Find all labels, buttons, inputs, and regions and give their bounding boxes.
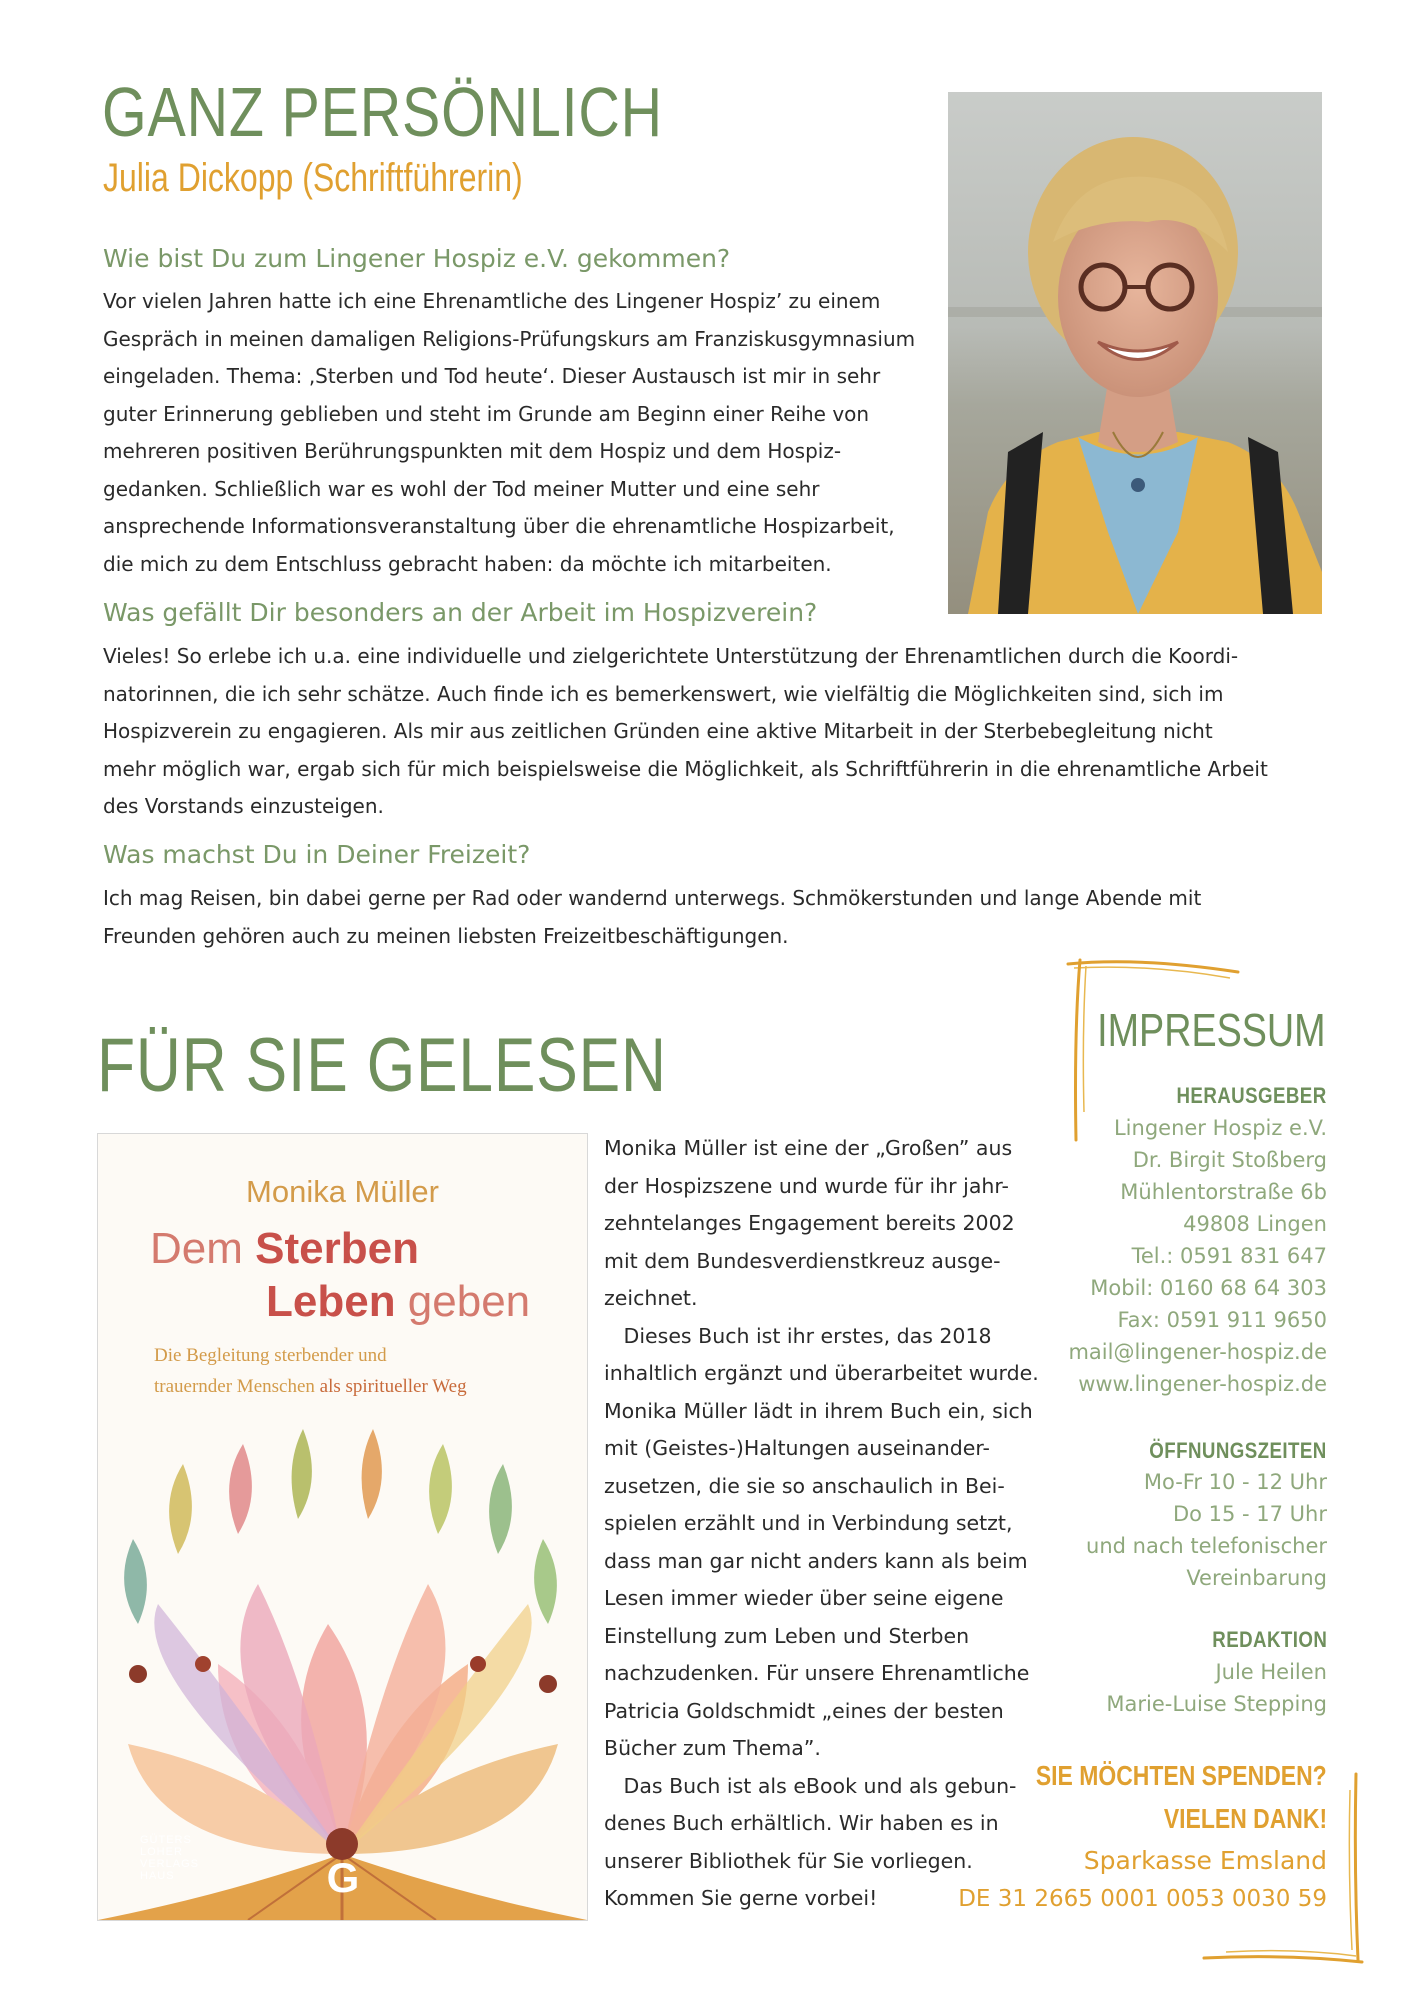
person-subtitle: Julia Dickopp (Schriftführerin) xyxy=(103,156,523,200)
review-line: Dieses Buch ist ihr erstes, das 2018 xyxy=(604,1323,992,1348)
redaktion-block xyxy=(1106,1656,1327,1720)
review-line: spielen erzählt und in Verbindung setzt, xyxy=(604,1511,1013,1535)
answer-2-line: Vieles! So erlebe ich u.a. eine individuelle und zielgerichtete Unterstützung der Ehrenamtlichen durch die Koordi- xyxy=(103,644,1239,668)
opening-hours-line: Mo-Fr 10 - 12 Uhr xyxy=(1143,1470,1327,1494)
opening-hours-line: Vereinbarung xyxy=(1186,1566,1327,1590)
book-author: Monika Müller xyxy=(246,1174,439,1209)
answer-1-line: ansprechende Informationsveranstaltung über die ehrenamtliche Hospizarbeit, xyxy=(103,514,895,538)
review-line: dass man gar nicht anders kann als beim xyxy=(604,1548,1028,1573)
answer-1-line: Gespräch in meinen damaligen Religions-Prüfungskurs am Franziskusgymnasium xyxy=(103,326,916,351)
redaktion-label: REDAKTION xyxy=(1212,1627,1327,1652)
review-line: Patricia Goldschmidt „eines der besten xyxy=(604,1698,1004,1723)
book-title-word: Leben xyxy=(266,1277,408,1326)
bank-name: Sparkasse Emsland xyxy=(1083,1846,1327,1875)
book-subtitle-word: trauernder Menschen xyxy=(154,1376,320,1397)
publisher-line: GÜTERS xyxy=(140,1834,192,1846)
answer-1 xyxy=(103,283,953,583)
answer-1-line: eingeladen. Thema: ‚Sterben und Tod heute‘. Dieser Austausch ist mir in sehr xyxy=(103,364,881,388)
review-line: mit (Geistes-)Haltungen auseinander- xyxy=(604,1436,990,1460)
book-review xyxy=(604,1130,1044,1918)
mobile-number: Mobil: 0160 68 64 303 xyxy=(1090,1276,1327,1300)
book-cover xyxy=(97,1133,588,1921)
publisher-wordmark xyxy=(140,1834,199,1882)
opening-hours-line: Do 15 - 17 Uhr xyxy=(1172,1502,1327,1526)
review-line: Das Buch ist als eBook und als gebun- xyxy=(604,1773,1017,1798)
answer-1-line: gedanken. Schließlich war es wohl der Tod meiner Mutter und eine sehr xyxy=(103,476,820,501)
review-line: Bücher zum Thema”. xyxy=(604,1736,821,1760)
review-line: mit dem Bundesverdienstkreuz ausge- xyxy=(604,1248,1001,1273)
review-line: zeichnet. xyxy=(604,1286,698,1310)
book-title-line-2 xyxy=(266,1277,530,1327)
iban: DE 31 2665 0001 0053 0030 59 xyxy=(958,1886,1327,1912)
book-title-word: Dem xyxy=(150,1224,256,1273)
section-title-ganz-persoenlich: GANZ PERSÖNLICH xyxy=(102,73,663,151)
herausgeber-line: Dr. Birgit Stoßberg xyxy=(1132,1148,1327,1172)
publisher-line: HAUS xyxy=(140,1870,175,1882)
answer-1-line: die mich zu dem Entschluss gebracht haben: da möchte ich mitarbeiten. xyxy=(103,551,832,576)
publisher-logo-icon: G xyxy=(326,1854,360,1901)
review-line: Monika Müller lädt in ihrem Buch ein, sich xyxy=(604,1398,1033,1423)
website-link[interactable]: www.lingener-hospiz.de xyxy=(1078,1372,1327,1396)
herausgeber-block xyxy=(1068,1112,1327,1400)
answer-2-line: Hospizverein zu engagieren. Als mir aus zeitlichen Gründen eine aktive Mitarbeit in der Sterbebegleitung nicht xyxy=(103,719,1213,743)
answer-2-line: natorinnen, die ich sehr schätze. Auch finde ich es bemerkenswert, wie vielfältig die Möglichkeiten sind, sich im xyxy=(103,681,1224,706)
herausgeber-label: HERAUSGEBER xyxy=(1176,1083,1327,1108)
answer-2-line: des Vorstands einzusteigen. xyxy=(103,794,384,818)
book-subtitle-word: als spiritueller Weg xyxy=(319,1376,467,1397)
herausgeber-line: Mühlentorstraße 6b xyxy=(1120,1180,1327,1204)
herausgeber-line: 49808 Lingen xyxy=(1183,1212,1327,1236)
book-subtitle-line xyxy=(154,1371,467,1402)
donation-heading-1: SIE MÖCHTEN SPENDEN? xyxy=(1036,1760,1327,1791)
review-line: Lesen immer wieder über seine eigene xyxy=(604,1586,1004,1610)
book-title-line-1 xyxy=(150,1224,419,1274)
review-line: der Hospizszene und wurde für ihr jahr- xyxy=(604,1173,1009,1198)
oeffnungszeiten-label: ÖFFNUNGSZEITEN xyxy=(1149,1438,1327,1463)
review-line: inhaltlich ergänzt und überarbeitet wurde. xyxy=(604,1361,1039,1385)
phone-number: Tel.: 0591 831 647 xyxy=(1131,1244,1327,1268)
publisher-line: LOHER xyxy=(140,1846,183,1858)
answer-1-line: Vor vielen Jahren hatte ich eine Ehrenamtliche des Lingener Hospiz’ zu einem xyxy=(103,289,881,313)
answer-3 xyxy=(103,880,1333,955)
review-line: Monika Müller ist eine der „Großen” aus xyxy=(604,1136,1013,1160)
book-subtitle xyxy=(154,1340,467,1402)
herausgeber-line: Lingener Hospiz e.V. xyxy=(1113,1116,1327,1140)
oeffnungszeiten-block xyxy=(1086,1466,1327,1594)
review-line: zusetzen, die sie so anschaulich in Bei- xyxy=(604,1473,1005,1498)
answer-3-line: Freunden gehören auch zu meinen liebsten Freizeitbeschäftigungen. xyxy=(103,923,789,948)
answer-1-line: guter Erinnerung geblieben und steht im Grunde am Beginn einer Reihe von xyxy=(103,401,870,426)
book-title-word: geben xyxy=(407,1277,531,1326)
opening-hours-line: und nach telefonischer xyxy=(1086,1534,1327,1558)
review-line: denes Buch erhältlich. Wir haben es in xyxy=(604,1811,999,1835)
question-2: Was gefällt Dir besonders an der Arbeit im Hospizverein? xyxy=(103,598,818,627)
book-title-word: Sterben xyxy=(255,1224,419,1273)
review-line: Kommen Sie gerne vorbei! xyxy=(604,1886,878,1910)
question-3: Was machst Du in Deiner Freizeit? xyxy=(103,840,531,869)
fax-number: Fax: 0591 911 9650 xyxy=(1117,1308,1327,1332)
section-title-fuer-sie-gelesen: FÜR SIE GELESEN xyxy=(97,1023,667,1108)
portrait-photo xyxy=(948,92,1322,614)
answer-3-line: Ich mag Reisen, bin dabei gerne per Rad oder wandernd unterwegs. Schmökerstunden und lange Abende mit xyxy=(103,886,1202,910)
answer-2-line: mehr möglich war, ergab sich für mich beispielsweise die Möglichkeit, als Schriftführerin in die ehrenamtliche Arbeit xyxy=(103,756,1268,781)
review-line: zehntelanges Engagement bereits 2002 xyxy=(604,1211,1015,1235)
review-line: unserer Bibliothek für Sie vorliegen. xyxy=(604,1848,973,1873)
book-subtitle-line: Die Begleitung sterbender und xyxy=(154,1345,387,1366)
donation-heading-2: VIELEN DANK! xyxy=(1163,1803,1327,1834)
editor-name: Marie-Luise Stepping xyxy=(1106,1692,1327,1716)
publisher-line: VERLAGS xyxy=(140,1858,199,1870)
review-line: Einstellung zum Leben und Sterben xyxy=(604,1623,970,1648)
question-1: Wie bist Du zum Lingener Hospiz e.V. gekommen? xyxy=(103,244,731,273)
editor-name: Jule Heilen xyxy=(1215,1660,1327,1684)
answer-2 xyxy=(103,638,1333,826)
impressum-title: IMPRESSUM xyxy=(1097,1004,1326,1056)
answer-1-line: mehreren positiven Berührungspunkten mit dem Hospiz und dem Hospiz- xyxy=(103,439,842,463)
review-line: nachzudenken. Für unsere Ehrenamtliche xyxy=(604,1661,1030,1685)
email-link[interactable]: mail@lingener-hospiz.de xyxy=(1068,1340,1327,1364)
